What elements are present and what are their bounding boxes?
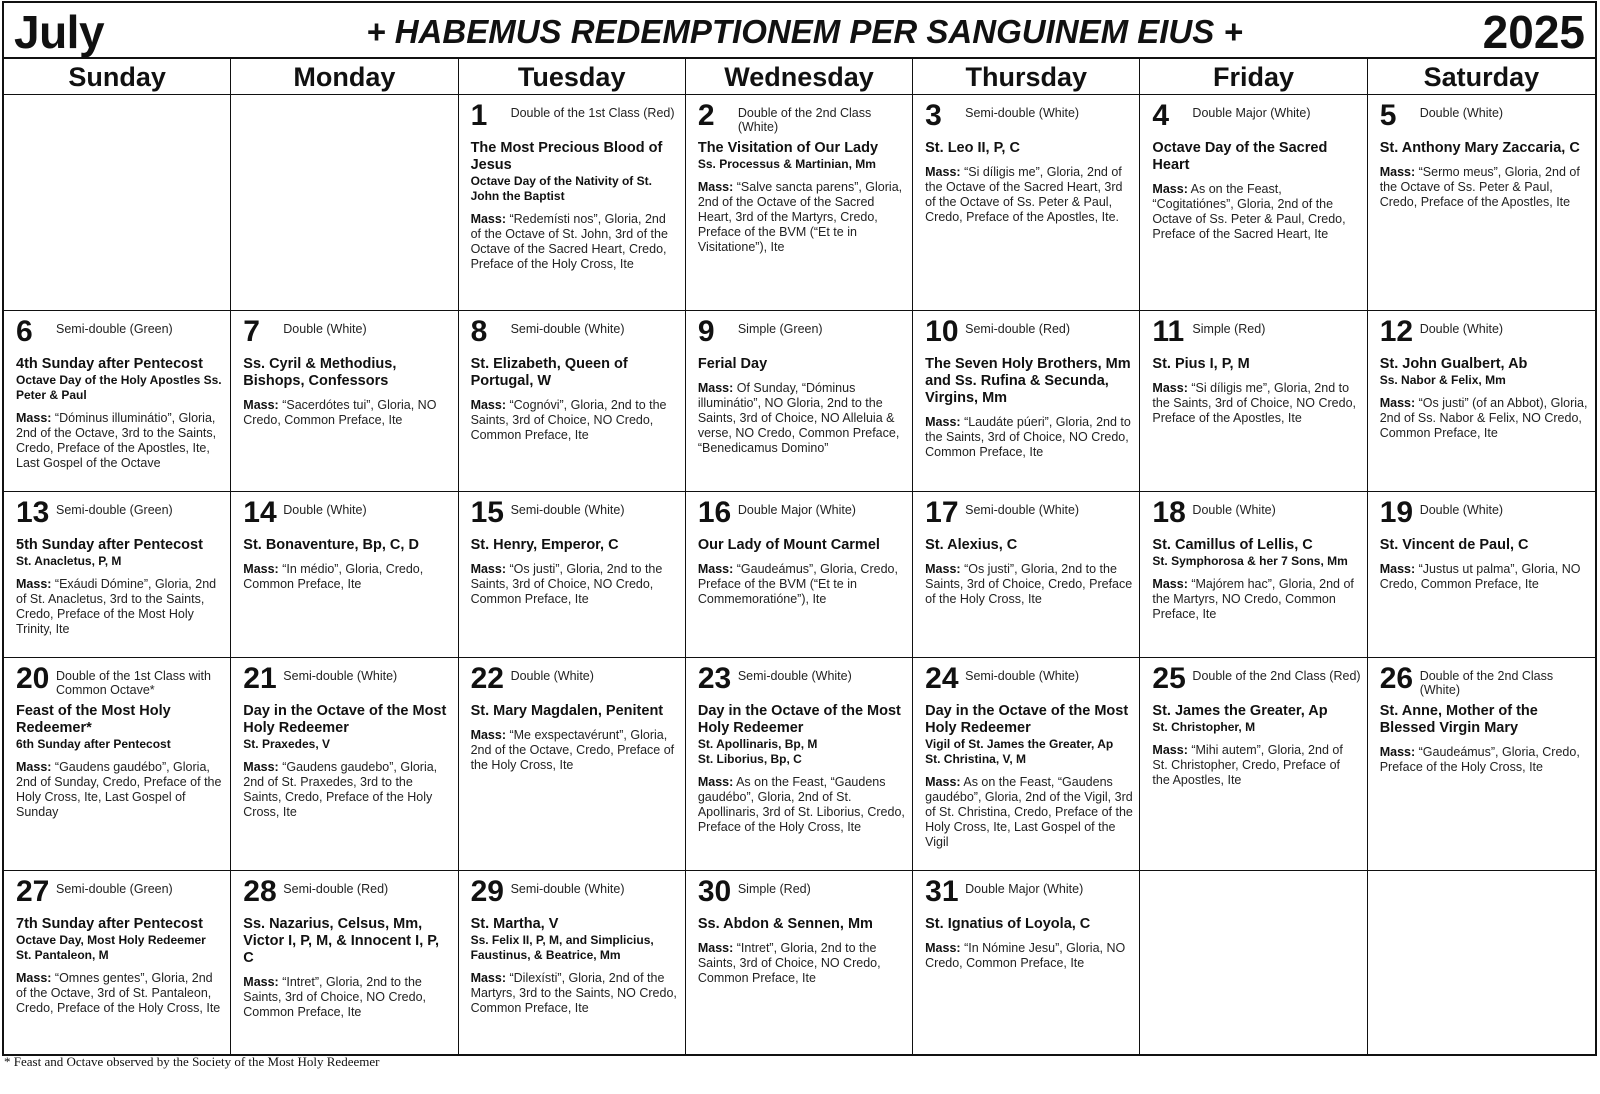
mass-propers <box>925 415 1133 460</box>
commemoration: St. Praxedes, V <box>243 737 330 751</box>
mass-propers <box>471 398 679 443</box>
mass-propers <box>1152 743 1360 788</box>
day-cell <box>1140 311 1367 492</box>
mass-propers <box>471 971 679 1016</box>
commemoration: St. Apollinaris, Bp, M <box>697 737 818 751</box>
day-cell-header <box>698 662 906 702</box>
mass-propers <box>698 381 906 456</box>
mass-text: “In Nómine Jesu”, Gloria, NO Credo, Common Preface, Ite <box>925 941 1126 970</box>
liturgical-rank: Semi-double (White) <box>510 882 625 896</box>
mass-label: Mass: <box>925 415 961 429</box>
day-cell <box>231 871 458 1054</box>
feast-title: St. Henry, Emperor, C <box>470 537 619 553</box>
day-number: 18 <box>1152 496 1186 529</box>
mass-label: Mass: <box>243 562 279 576</box>
commemoration: Ss. Felix II, P, M, and Simplicius, Faustinus, & Beatrice, Mm <box>470 933 654 962</box>
day-number: 30 <box>697 875 732 908</box>
liturgical-rank: Semi-double (Green) <box>56 882 173 896</box>
day-cell <box>459 311 686 492</box>
liturgical-rank: Semi-double (White) <box>965 106 1080 120</box>
mass-text: “Mihi autem”, Gloria, 2nd of St. Christopher, Credo, Preface of the Apostles, Ite <box>1152 743 1343 787</box>
day-cell-header <box>243 875 451 915</box>
mass-label: Mass: <box>1379 745 1416 759</box>
day-cell <box>913 871 1140 1054</box>
liturgical-rank: Simple (Red) <box>1192 322 1266 336</box>
day-cell-header <box>243 315 451 355</box>
day-grid <box>4 95 1595 1054</box>
commemoration: St. Christopher, M <box>1152 720 1256 734</box>
day-cell-header <box>925 875 1133 915</box>
mass-text: As on the Feast, “Gaudens gaudébo”, Gloria, 2nd of St. Apollinaris, 3rd of St. Liborius, Credo, Preface of the Holy Cross, Ite <box>697 775 905 834</box>
day-cell <box>1368 658 1595 871</box>
mass-text: “Sacerdótes tui”, Gloria, NO Credo, Common Preface, Ite <box>243 398 437 427</box>
mass-label: Mass: <box>697 381 734 395</box>
weekday-header-row <box>4 59 1595 95</box>
mass-text: “Justus ut palma”, Gloria, NO Credo, Common Preface, Ite <box>1379 562 1581 591</box>
day-number: 12 <box>1379 315 1414 348</box>
commemoration: Vigil of St. James the Greater, Ap <box>925 737 1114 751</box>
day-cell <box>686 871 913 1054</box>
feast-title: 5th Sunday after Pentecost <box>16 537 203 553</box>
feast-title: St. Ignatius of Loyola, C <box>925 916 1091 932</box>
day-number: 19 <box>1379 496 1414 529</box>
day-cell <box>459 871 686 1054</box>
mass-label: Mass: <box>1152 182 1188 196</box>
day-number: 22 <box>470 662 504 695</box>
mass-propers <box>1152 182 1360 242</box>
weekday-friday: Friday <box>1140 59 1367 95</box>
feast-title: The Visitation of Our Lady <box>697 140 879 156</box>
mass-text: “Omnes gentes”, Gloria, 2nd of the Octave, 3rd of St. Pantaleon, Credo, Preface of the Holy Cross, Ite <box>16 971 221 1015</box>
day-number: 27 <box>16 875 50 908</box>
day-cell <box>913 658 1140 871</box>
day-cell <box>4 871 231 1054</box>
mass-propers <box>1152 577 1360 622</box>
mass-propers <box>471 562 679 607</box>
day-number: 23 <box>697 662 732 695</box>
liturgical-rank: Semi-double (White) <box>737 669 852 683</box>
commemoration: Octave Day, Most Holy Redeemer <box>16 933 206 947</box>
day-cell-header <box>243 662 451 702</box>
feast-title: St. Anne, Mother of the Blessed Virgin Mary <box>1379 703 1538 736</box>
day-cell-header <box>16 496 224 536</box>
mass-label: Mass: <box>697 562 734 576</box>
mass-label: Mass: <box>1152 381 1188 395</box>
mass-propers <box>1380 562 1589 592</box>
mass-text: “Gaudeámus”, Gloria, Credo, Preface of the BVM (“Et te in Commemoratióne”), Ite <box>697 562 898 606</box>
day-cell-header <box>471 99 679 139</box>
day-cell-header <box>1152 496 1360 536</box>
day-cell-header <box>243 496 451 536</box>
mass-text: “Laudáte púeri”, Gloria, 2nd to the Saints, 3rd of Choice, NO Credo, Common Preface, Ite <box>925 415 1131 459</box>
day-cell <box>913 311 1140 492</box>
feast-title: St. Elizabeth, Queen of Portugal, W <box>470 356 628 389</box>
day-number: 14 <box>243 496 277 529</box>
mass-text: “Gaudens gaudébo”, Gloria, 2nd of Sunday, Credo, Preface of the Holy Cross, Ite, Last Gospel of Sunday <box>16 760 222 819</box>
liturgical-rank: Double of the 1st Class with Common Octave* <box>56 669 211 697</box>
weekday-tuesday: Tuesday <box>459 59 686 95</box>
mass-text: “Sermo meus”, Gloria, 2nd of the Octave of Ss. Peter & Paul, Credo, Preface of the Apostles, Ite <box>1379 165 1580 209</box>
mass-propers <box>925 165 1133 225</box>
mass-propers <box>16 971 224 1016</box>
mass-propers <box>243 975 451 1020</box>
mass-text: “Si díligis me”, Gloria, 2nd of the Octave of the Sacred Heart, 3rd of the Octave of Ss. Peter & Paul, Credo, Preface of the Apostles, Ite. <box>925 165 1123 224</box>
day-cell-header <box>925 315 1133 355</box>
feast-title: Day in the Octave of the Most Holy Redeemer <box>925 703 1129 736</box>
mass-label: Mass: <box>1152 577 1188 591</box>
commemoration: St. Pantaleon, M <box>16 948 109 962</box>
feast-title: St. Alexius, C <box>925 537 1018 553</box>
feast-title: St. Bonaventure, Bp, C, D <box>243 537 419 553</box>
feast-title: St. James the Greater, Ap <box>1152 703 1328 719</box>
mass-label: Mass: <box>470 971 506 985</box>
liturgical-rank: Semi-double (White) <box>283 669 398 683</box>
day-number: 16 <box>697 496 732 529</box>
feast-title: Day in the Octave of the Most Holy Redeemer <box>697 703 901 736</box>
day-number: 4 <box>1152 99 1170 132</box>
day-cell <box>686 95 913 311</box>
liturgical-rank: Double (White) <box>1419 106 1504 120</box>
mass-propers <box>698 180 906 255</box>
feast-title: Day in the Octave of the Most Holy Redeemer <box>243 703 447 736</box>
empty-day-cell <box>231 95 458 311</box>
mass-label: Mass: <box>1379 562 1416 576</box>
mass-label: Mass: <box>925 775 961 789</box>
feast-title: 7th Sunday after Pentecost <box>16 916 203 932</box>
liturgical-rank: Double of the 1st Class (Red) <box>510 106 675 120</box>
day-cell <box>4 658 231 871</box>
day-cell <box>4 311 231 492</box>
liturgical-rank: Semi-double (White) <box>965 503 1080 517</box>
liturgical-rank: Double (White) <box>283 503 367 517</box>
day-cell <box>231 492 458 658</box>
mass-text: “Cognóvi”, Gloria, 2nd to the Saints, 3rd of Choice, NO Credo, Common Preface, Ite <box>470 398 667 442</box>
commemoration: St. Liborius, Bp, C <box>697 752 802 766</box>
mass-label: Mass: <box>925 941 961 955</box>
day-cell-header <box>698 496 906 536</box>
day-cell-header <box>16 662 224 702</box>
mass-label: Mass: <box>470 728 506 742</box>
mass-propers <box>1380 165 1589 210</box>
liturgical-rank: Semi-double (White) <box>510 503 625 517</box>
day-cell-header <box>1152 662 1360 702</box>
mass-label: Mass: <box>697 180 734 194</box>
mass-propers <box>16 411 224 471</box>
mass-propers <box>925 775 1133 850</box>
day-number: 29 <box>470 875 504 908</box>
liturgical-rank: Semi-double (Green) <box>56 503 173 517</box>
motto: + HABEMUS REDEMPTIONEM PER SANGUINEM EIUS + <box>366 13 1243 50</box>
day-number: 11 <box>1152 315 1185 348</box>
mass-propers <box>1152 381 1360 426</box>
day-number: 15 <box>470 496 504 529</box>
day-cell-header <box>925 99 1133 139</box>
mass-text: “Gaudeámus”, Gloria, Credo, Preface of the Holy Cross, Ite <box>1379 745 1580 774</box>
mass-text: “Redemísti nos”, Gloria, 2nd of the Octave of St. John, 3rd of the Octave of the Sacred Heart, Credo, Preface of the Holy Cross, Ite <box>470 212 668 271</box>
liturgical-rank: Simple (Green) <box>737 322 823 336</box>
mass-label: Mass: <box>243 398 279 412</box>
empty-day-cell <box>1140 871 1367 1054</box>
feast-title: 4th Sunday after Pentecost <box>16 356 203 372</box>
mass-text: “Os justi”, Gloria, 2nd to the Saints, 3rd of Choice, Credo, Preface of the Holy Cross, Ite <box>925 562 1133 606</box>
day-cell <box>686 492 913 658</box>
mass-propers <box>925 562 1133 607</box>
liturgical-rank: Double (White) <box>1419 322 1504 336</box>
commemoration: St. Christina, V, M <box>925 752 1027 766</box>
day-number: 25 <box>1152 662 1186 695</box>
day-cell-header <box>925 496 1133 536</box>
feast-title: Ferial Day <box>697 356 768 372</box>
liturgical-rank: Double (White) <box>510 669 594 683</box>
mass-text: “Intret”, Gloria, 2nd to the Saints, 3rd of Choice, NO Credo, Common Preface, Ite <box>697 941 881 985</box>
day-number: 8 <box>470 315 488 348</box>
day-cell-header <box>698 99 906 139</box>
commemoration: Octave Day of the Nativity of St. John the Baptist <box>470 174 652 203</box>
mass-propers <box>471 212 679 272</box>
feast-title: St. Martha, V <box>470 916 559 932</box>
day-cell <box>231 658 458 871</box>
day-cell <box>1140 658 1367 871</box>
mass-text: “Intret”, Gloria, 2nd to the Saints, 3rd of Choice, NO Credo, Common Preface, Ite <box>243 975 427 1019</box>
mass-label: Mass: <box>697 941 734 955</box>
day-cell <box>459 492 686 658</box>
day-cell-header <box>471 875 679 915</box>
calendar-header <box>4 3 1595 59</box>
feast-title: Octave Day of the Sacred Heart <box>1152 140 1328 173</box>
day-cell <box>913 95 1140 311</box>
mass-text: “Salve sancta parens”, Gloria, 2nd of the Octave of the Sacred Heart, 3rd of the Martyrs, Credo, Preface of the BVM (“Et te in Visitatione”), Ite <box>697 180 903 254</box>
liturgical-rank: Double Major (White) <box>965 882 1084 896</box>
mass-text: Of Sunday, “Dóminus illuminátio”, NO Gloria, 2nd to the Saints, 3rd of Choice, NO Alleluia & verse, NO Credo, Common Preface, “Benedicamus Domino” <box>697 381 900 455</box>
mass-label: Mass: <box>697 775 734 789</box>
mass-label: Mass: <box>1152 743 1188 757</box>
day-number: 7 <box>243 315 260 348</box>
mass-label: Mass: <box>243 975 279 989</box>
empty-day-cell <box>4 95 231 311</box>
mass-text: “Me exspectavérunt”, Gloria, 2nd of the Octave, Credo, Preface of the Holy Cross, Ite <box>470 728 675 772</box>
mass-propers <box>16 760 224 820</box>
feast-title: Feast of the Most Holy Redeemer* <box>16 703 171 736</box>
day-cell-header <box>16 875 224 915</box>
mass-label: Mass: <box>16 760 52 774</box>
feast-title: St. Mary Magdalen, Penitent <box>470 703 664 719</box>
day-number: 28 <box>243 875 277 908</box>
feast-title: St. Leo II, P, C <box>925 140 1020 156</box>
day-number: 20 <box>16 662 50 695</box>
day-number: 17 <box>925 496 959 529</box>
commemoration: 6th Sunday after Pentecost <box>16 737 171 751</box>
mass-propers <box>1380 745 1589 775</box>
weekday-wednesday: Wednesday <box>686 59 913 95</box>
mass-text: “Os justi”, Gloria, 2nd to the Saints, 3rd of Choice, NO Credo, Common Preface, Ite <box>470 562 663 606</box>
mass-label: Mass: <box>16 577 52 591</box>
mass-text: “Majórem hac”, Gloria, 2nd of the Martyrs, NO Credo, Common Preface, Ite <box>1152 577 1354 621</box>
weekday-sunday: Sunday <box>4 59 231 95</box>
day-cell <box>231 311 458 492</box>
day-number: 24 <box>925 662 959 695</box>
mass-text: “In médio”, Gloria, Credo, Common Preface, Ite <box>243 562 424 591</box>
mass-text: As on the Feast, “Cogitatiónes”, Gloria, 2nd of the Octave of Ss. Peter & Paul, Credo, Preface of the Sacred Heart, Ite <box>1152 182 1346 241</box>
mass-propers <box>16 577 224 637</box>
mass-label: Mass: <box>16 411 52 425</box>
commemoration: St. Anacletus, P, M <box>16 554 122 568</box>
day-cell-header <box>471 315 679 355</box>
day-cell-header <box>1380 99 1589 139</box>
feast-title: St. John Gualbert, Ab <box>1379 356 1528 372</box>
day-number: 13 <box>16 496 50 529</box>
commemoration: Octave Day of the Holy Apostles Ss. Peter & Paul <box>16 373 222 402</box>
liturgical-rank: Semi-double (Green) <box>56 322 173 336</box>
feast-title: The Most Precious Blood of Jesus <box>470 140 663 173</box>
day-cell <box>686 311 913 492</box>
day-cell-header <box>16 315 224 355</box>
liturgical-rank: Double (White) <box>283 322 367 336</box>
day-cell <box>459 658 686 871</box>
liturgical-rank: Double of the 2nd Class (White) <box>1419 669 1554 697</box>
day-cell-header <box>471 496 679 536</box>
mass-text: “Si díligis me”, Gloria, 2nd to the Saints, 3rd of Choice, NO Credo, Preface of the Apostles, Ite <box>1152 381 1356 425</box>
feast-title: The Seven Holy Brothers, Mm and Ss. Rufina & Secunda, Virgins, Mm <box>925 356 1131 406</box>
day-cell <box>4 492 231 658</box>
liturgical-rank: Double (White) <box>1192 503 1276 517</box>
mass-text: “Dóminus illuminátio”, Gloria, 2nd of the Octave, 3rd to the Saints, Credo, Preface of the Apostles, Ite, Last Gospel of the Octave <box>16 411 217 470</box>
day-cell <box>913 492 1140 658</box>
feast-title: Ss. Abdon & Sennen, Mm <box>697 916 873 932</box>
mass-propers <box>698 562 906 607</box>
mass-label: Mass: <box>16 971 52 985</box>
mass-propers <box>1380 396 1589 441</box>
day-cell <box>1368 311 1595 492</box>
mass-label: Mass: <box>1379 396 1416 410</box>
feast-title: St. Anthony Mary Zaccaria, C <box>1379 140 1580 156</box>
mass-propers <box>243 398 451 428</box>
footnote: * Feast and Octave observed by the Society of the Most Holy Redeemer <box>4 1054 380 1069</box>
mass-label: Mass: <box>925 165 961 179</box>
day-cell-header <box>1380 496 1589 536</box>
month-title: July <box>14 6 105 58</box>
mass-propers <box>243 760 451 820</box>
day-number: 5 <box>1379 99 1397 132</box>
day-number: 31 <box>925 875 959 908</box>
feast-title: Ss. Nazarius, Celsus, Mm, Victor I, P, M, & Innocent I, P, C <box>243 916 440 966</box>
mass-text: “Exáudi Dómine”, Gloria, 2nd of St. Anacletus, 3rd to the Saints, Credo, Preface of the Most Holy Trinity, Ite <box>16 577 217 636</box>
day-cell-header <box>925 662 1133 702</box>
calendar <box>2 1 1597 1056</box>
day-cell <box>686 658 913 871</box>
day-number: 2 <box>697 99 715 132</box>
mass-propers <box>925 941 1133 971</box>
liturgical-rank: Double of the 2nd Class (Red) <box>1192 669 1361 683</box>
day-cell <box>1368 492 1595 658</box>
mass-text: “Gaudens gaudebo”, Gloria, 2nd of St. Praxedes, 3rd to the Saints, Credo, Preface of the Holy Cross, Ite <box>243 760 438 819</box>
commemoration: St. Symphorosa & her 7 Sons, Mm <box>1152 554 1348 568</box>
mass-label: Mass: <box>925 562 961 576</box>
commemoration: Ss. Processus & Martinian, Mm <box>697 157 876 171</box>
mass-text: As on the Feast, “Gaudens gaudébo”, Gloria, 2nd of the Vigil, 3rd of St. Christina, Credo, Preface of the Holy Cross, Ite, Last Gospel of the Vigil <box>925 775 1133 849</box>
liturgical-rank: Simple (Red) <box>737 882 811 896</box>
feast-title: St. Pius I, P, M <box>1152 356 1250 372</box>
feast-title: St. Camillus of Lellis, C <box>1152 537 1313 553</box>
feast-title: Ss. Cyril & Methodius, Bishops, Confessors <box>243 356 397 389</box>
mass-label: Mass: <box>243 760 279 774</box>
liturgical-rank: Double Major (White) <box>737 503 856 517</box>
mass-propers <box>698 941 906 986</box>
mass-text: “Dilexísti”, Gloria, 2nd of the Martyrs, 3rd to the Saints, NO Credo, Common Preface, Ite <box>470 971 677 1015</box>
day-cell <box>1368 95 1595 311</box>
weekday-monday: Monday <box>231 59 458 95</box>
mass-label: Mass: <box>1379 165 1416 179</box>
day-cell-header <box>1380 315 1589 355</box>
day-number: 10 <box>925 315 959 348</box>
feast-title: Our Lady of Mount Carmel <box>697 537 880 553</box>
day-number: 9 <box>697 315 715 348</box>
liturgical-rank: Semi-double (White) <box>510 322 625 336</box>
day-number: 21 <box>243 662 277 695</box>
liturgical-rank: Double of the 2nd Class (White) <box>737 106 872 134</box>
day-cell-header <box>471 662 679 702</box>
day-cell <box>1140 492 1367 658</box>
liturgical-rank: Double (White) <box>1419 503 1504 517</box>
liturgical-rank: Semi-double (Red) <box>965 322 1071 336</box>
day-cell <box>459 95 686 311</box>
day-number: 26 <box>1379 662 1414 695</box>
liturgical-rank: Double Major (White) <box>1192 106 1311 120</box>
day-cell-header <box>1380 662 1589 702</box>
weekday-thursday: Thursday <box>913 59 1140 95</box>
day-cell-header <box>698 875 906 915</box>
mass-propers <box>471 728 679 773</box>
mass-label: Mass: <box>470 562 506 576</box>
liturgical-rank: Semi-double (Red) <box>283 882 389 896</box>
mass-text: “Os justi” (of an Abbot), Gloria, 2nd of Ss. Nabor & Felix, NO Credo, Common Preface, Ite <box>1379 396 1588 440</box>
year-title: 2025 <box>1482 6 1585 58</box>
weekday-saturday: Saturday <box>1423 62 1540 92</box>
mass-propers <box>243 562 451 592</box>
day-number: 6 <box>16 315 33 348</box>
day-cell <box>1140 95 1367 311</box>
day-cell-header <box>1152 315 1360 355</box>
mass-propers <box>698 775 906 835</box>
day-number: 1 <box>470 99 488 132</box>
mass-label: Mass: <box>470 398 506 412</box>
feast-title: St. Vincent de Paul, C <box>1379 537 1529 553</box>
day-number: 3 <box>925 99 942 132</box>
day-cell-header <box>698 315 906 355</box>
commemoration: Ss. Nabor & Felix, Mm <box>1379 373 1506 387</box>
empty-day-cell <box>1368 871 1595 1054</box>
day-cell-header <box>1152 99 1360 139</box>
liturgical-rank: Semi-double (White) <box>965 669 1080 683</box>
mass-label: Mass: <box>470 212 506 226</box>
